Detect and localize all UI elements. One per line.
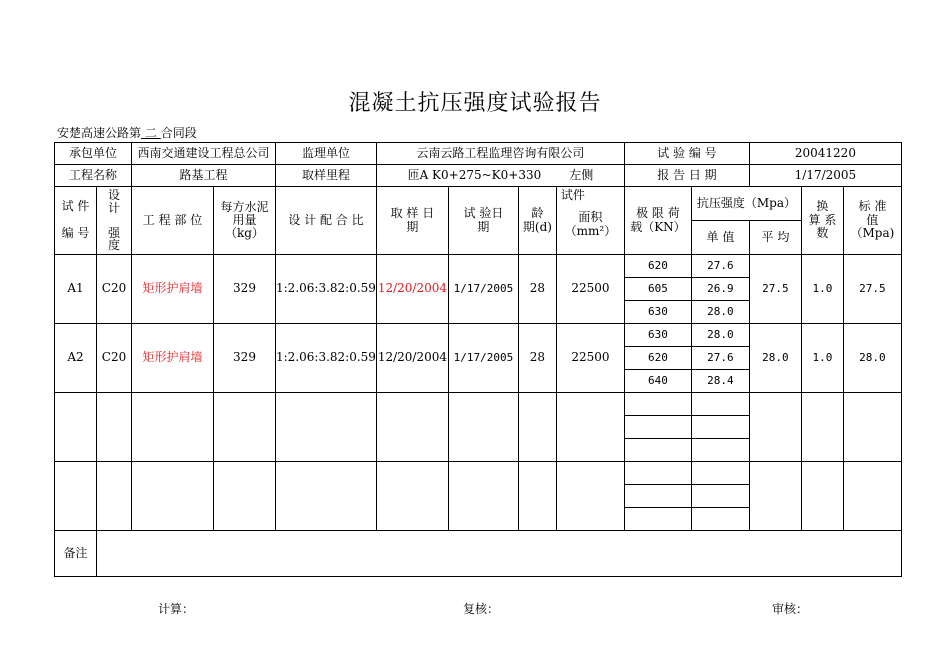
signature-review: 复核： bbox=[463, 602, 500, 616]
table-row bbox=[55, 324, 902, 347]
row-single: 28.4 bbox=[691, 370, 749, 393]
row-age: 28 bbox=[518, 255, 556, 324]
row-test-date: 1/17/2005 bbox=[448, 255, 518, 324]
row-area: 22500 bbox=[556, 324, 624, 393]
row-load: 620 bbox=[624, 347, 691, 370]
header-design-strength: 设 计 强 度 bbox=[97, 187, 132, 255]
empty-cell bbox=[556, 462, 624, 531]
header-ultimate-load: 极 限 荷 载（KN） bbox=[624, 187, 691, 255]
row-single: 28.0 bbox=[691, 301, 749, 324]
row-grade: C20 bbox=[97, 255, 132, 324]
empty-cell bbox=[214, 393, 276, 462]
row-load: 605 bbox=[624, 278, 691, 301]
header-single-value: 单 值 bbox=[691, 221, 749, 255]
remarks-row bbox=[55, 531, 902, 577]
empty-cell bbox=[518, 462, 556, 531]
table-row bbox=[55, 255, 902, 278]
header-area-bottom: 面积 （mm²） bbox=[564, 209, 617, 238]
empty-cell bbox=[691, 393, 749, 416]
empty-row bbox=[55, 393, 902, 416]
mileage-value bbox=[376, 165, 624, 187]
header-area-top: 试件 bbox=[560, 188, 585, 202]
empty-cell bbox=[276, 393, 377, 462]
empty-cell bbox=[691, 485, 749, 508]
info-row-1 bbox=[55, 143, 902, 165]
row-ratio: 1:2.06:3.82:0.59 bbox=[276, 324, 377, 393]
empty-cell bbox=[691, 462, 749, 485]
empty-cell bbox=[624, 439, 691, 462]
supervisor-label: 监理单位 bbox=[276, 143, 377, 165]
row-load: 620 bbox=[624, 255, 691, 278]
empty-cell bbox=[132, 393, 214, 462]
row-factor: 1.0 bbox=[801, 324, 843, 393]
header-age: 龄 期(d) bbox=[518, 187, 556, 255]
empty-cell bbox=[376, 462, 448, 531]
empty-cell bbox=[691, 416, 749, 439]
empty-cell bbox=[624, 508, 691, 531]
row-factor: 1.0 bbox=[801, 255, 843, 324]
remarks-label: 备注 bbox=[55, 531, 97, 577]
signature-calc: 计算： bbox=[158, 602, 195, 616]
row-single: 27.6 bbox=[691, 347, 749, 370]
row-single: 28.0 bbox=[691, 324, 749, 347]
header-location: 工 程 部 位 bbox=[132, 187, 214, 255]
empty-row bbox=[55, 462, 902, 485]
signature-audit: 审核： bbox=[772, 602, 809, 616]
mileage-label: 取样里程 bbox=[276, 165, 377, 187]
row-cement: 329 bbox=[214, 255, 276, 324]
header-average: 平 均 bbox=[749, 221, 801, 255]
row-ratio: 1:2.06:3.82:0.59 bbox=[276, 255, 377, 324]
test-no-label: 试 验 编 号 bbox=[624, 143, 749, 165]
header-area bbox=[556, 187, 624, 255]
project-label: 工程名称 bbox=[55, 165, 132, 187]
empty-cell bbox=[749, 462, 801, 531]
empty-cell bbox=[97, 393, 132, 462]
row-single: 26.9 bbox=[691, 278, 749, 301]
header-mix-ratio: 设 计 配 合 比 bbox=[276, 187, 377, 255]
empty-cell bbox=[843, 462, 901, 531]
row-grade: C20 bbox=[97, 324, 132, 393]
empty-cell bbox=[556, 393, 624, 462]
test-no-value: 20041220 bbox=[749, 143, 901, 165]
report-title: 混凝土抗压强度试验报告 bbox=[348, 91, 602, 116]
empty-cell bbox=[448, 393, 518, 462]
row-cement: 329 bbox=[214, 324, 276, 393]
empty-cell bbox=[55, 462, 97, 531]
row-age: 28 bbox=[518, 324, 556, 393]
empty-cell bbox=[624, 462, 691, 485]
header-specimen-no: 试 件 编 号 bbox=[55, 187, 97, 255]
row-test-date: 1/17/2005 bbox=[448, 324, 518, 393]
supervisor-value: 云南云路工程监理咨询有限公司 bbox=[376, 143, 624, 165]
empty-cell bbox=[749, 393, 801, 462]
empty-cell bbox=[624, 485, 691, 508]
empty-cell bbox=[843, 393, 901, 462]
contract-section bbox=[57, 124, 197, 141]
report-table bbox=[54, 142, 902, 577]
row-sample-date: 12/20/2004 bbox=[376, 324, 448, 393]
empty-cell bbox=[518, 393, 556, 462]
header-standard: 标 准 值 （Mpa) bbox=[843, 187, 901, 255]
subtitle-number: 二 bbox=[144, 126, 157, 140]
row-id: A2 bbox=[55, 324, 97, 393]
contractor-label: 承包单位 bbox=[55, 143, 132, 165]
header-strength-group: 抗压强度（Mpa） bbox=[691, 187, 801, 221]
empty-cell bbox=[214, 462, 276, 531]
empty-cell bbox=[801, 393, 843, 462]
row-id: A1 bbox=[55, 255, 97, 324]
row-load: 630 bbox=[624, 301, 691, 324]
row-sample-date: 12/20/2004 bbox=[376, 255, 448, 324]
header-cement: 每方水泥 用量 （kg） bbox=[214, 187, 276, 255]
row-standard: 27.5 bbox=[843, 255, 901, 324]
subtitle-prefix: 安楚高速公路第 bbox=[57, 126, 142, 140]
empty-cell bbox=[624, 416, 691, 439]
row-load: 630 bbox=[624, 324, 691, 347]
row-area: 22500 bbox=[556, 255, 624, 324]
row-average: 28.0 bbox=[749, 324, 801, 393]
header-row-1 bbox=[55, 187, 902, 221]
empty-cell bbox=[691, 439, 749, 462]
contractor-value: 西南交通建设工程总公司 bbox=[132, 143, 276, 165]
empty-cell bbox=[132, 462, 214, 531]
info-row-2 bbox=[55, 165, 902, 187]
empty-cell bbox=[691, 508, 749, 531]
subtitle-suffix: 合同段 bbox=[160, 126, 197, 140]
report-date-value: 1/17/2005 bbox=[749, 165, 901, 187]
header-sampling-date: 取 样 日 期 bbox=[376, 187, 448, 255]
empty-cell bbox=[624, 393, 691, 416]
empty-cell bbox=[97, 462, 132, 531]
mileage-range: 匝A K0+275~K0+330 bbox=[407, 167, 542, 182]
remarks-value bbox=[97, 531, 902, 577]
header-conversion: 换 算 系 数 bbox=[801, 187, 843, 255]
row-load: 640 bbox=[624, 370, 691, 393]
empty-cell bbox=[55, 393, 97, 462]
empty-cell bbox=[376, 393, 448, 462]
row-location: 矩形护肩墙 bbox=[132, 324, 214, 393]
row-average: 27.5 bbox=[749, 255, 801, 324]
empty-cell bbox=[801, 462, 843, 531]
row-standard: 28.0 bbox=[843, 324, 901, 393]
empty-cell bbox=[448, 462, 518, 531]
header-test-date: 试 验日 期 bbox=[448, 187, 518, 255]
row-location: 矩形护肩墙 bbox=[132, 255, 214, 324]
project-value: 路基工程 bbox=[132, 165, 276, 187]
row-single: 27.6 bbox=[691, 255, 749, 278]
mileage-side: 左侧 bbox=[569, 167, 594, 182]
report-date-label: 报 告 日 期 bbox=[624, 165, 749, 187]
empty-cell bbox=[276, 462, 377, 531]
